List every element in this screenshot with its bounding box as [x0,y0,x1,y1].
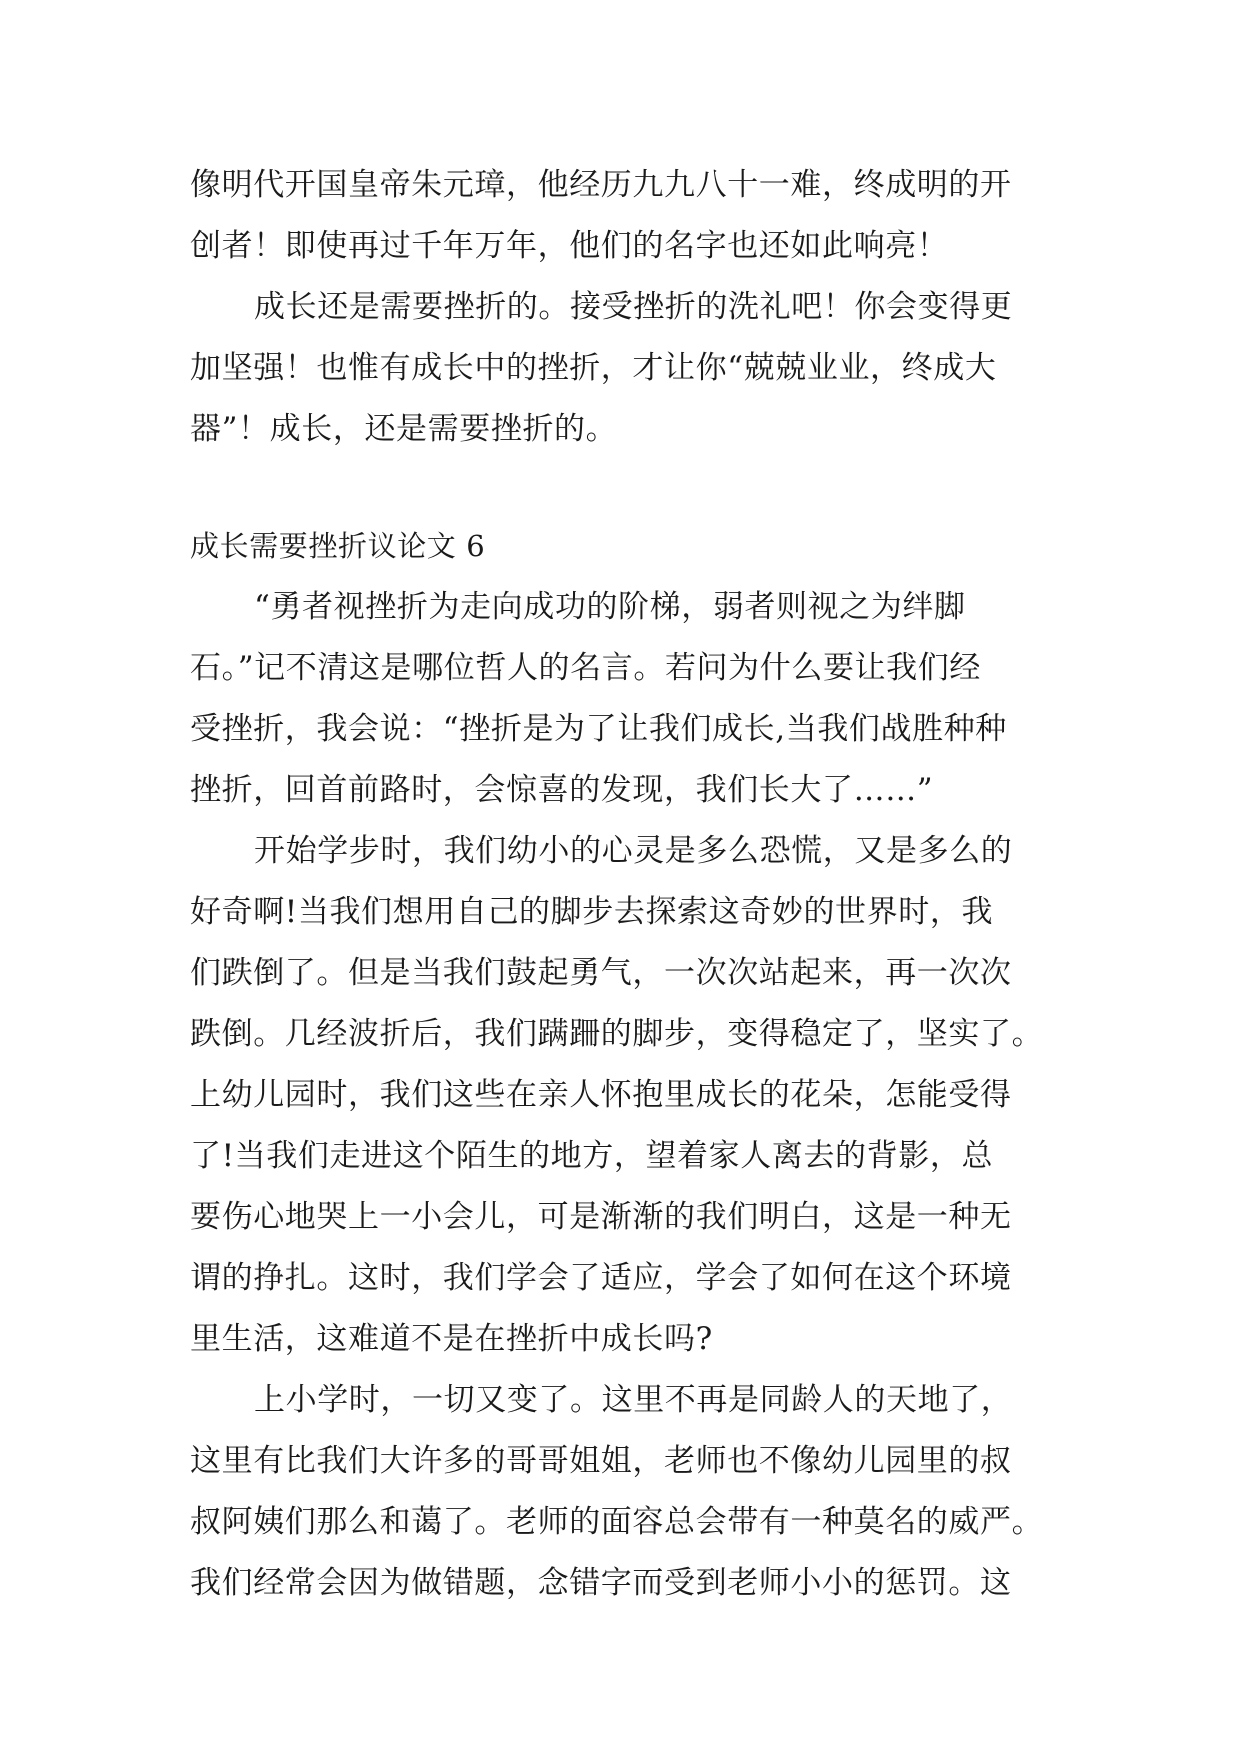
text-line: “勇者视挫折为走向成功的阶梯，弱者则视之为绊脚 [254,589,966,625]
text-line: 们跌倒了。但是当我们鼓起勇气，一次次站起来，再一次次 [190,955,1012,991]
section-gap [190,460,1056,516]
paragraph-primary-school [190,1370,1056,1614]
text-line: 挫折，回首前路时，会惊喜的发现，我们长大了……” [190,772,934,808]
text-line: 了!当我们走进这个陌生的地方，望着家人离去的背影，总 [190,1138,994,1174]
text-line: 开始学步时，我们幼小的心灵是多么恐慌，又是多么的 [254,833,1013,869]
text-line: 谓的挣扎。这时，我们学会了适应，学会了如何在这个环境 [190,1260,1012,1296]
text-line: 叔阿姨们那么和蔼了。老师的面容总会带有一种莫名的威严。 [190,1504,1044,1540]
text-line: 石。”记不清这是哪位哲人的名言。若问为什么要让我们经 [190,650,981,686]
text-line: 我们经常会因为做错题，念错字而受到老师小小的惩罚。这 [190,1565,1012,1601]
text-line: 像明代开国皇帝朱元璋，他经历九九八十一难，终成明的开 [190,167,1012,203]
paragraph-learning-to-walk [190,821,1056,1370]
section-title: 成长需要挫折议论文 6 [190,529,486,563]
text-line: 要伤心地哭上一小会儿，可是渐渐的我们明白，这是一种无 [190,1199,1012,1235]
paragraph-previous-conclusion [190,277,1056,460]
text-line: 加坚强！也惟有成长中的挫折，才让你“兢兢业业，终成大 [190,350,997,386]
document-body [190,155,1056,1614]
text-line: 创者！即使再过千年万年，他们的名字也还如此响亮！ [190,228,949,264]
paragraph-quote [190,577,1056,821]
text-line: 上幼儿园时，我们这些在亲人怀抱里成长的花朵，怎能受得 [190,1077,1012,1113]
text-line: 器”！成长，还是需要挫折的。 [190,411,618,447]
text-line: 里生活，这难道不是在挫折中成长吗? [190,1321,713,1357]
text-line: 受挫折，我会说：“挫折是为了让我们成长,当我们战胜种种 [190,711,1007,747]
text-line: 好奇啊!当我们想用自己的脚步去探索这奇妙的世界时，我 [190,894,994,930]
text-line: 这里有比我们大许多的哥哥姐姐，老师也不像幼儿园里的叔 [190,1443,1012,1479]
text-line: 成长还是需要挫折的。接受挫折的洗礼吧！你会变得更 [254,289,1013,325]
paragraph-previous-end [190,155,1056,277]
text-line: 跌倒。几经波折后，我们蹒跚的脚步，变得稳定了，坚实了。 [190,1016,1044,1052]
text-line: 上小学时，一切又变了。这里不再是同龄人的天地了， [254,1382,1013,1418]
